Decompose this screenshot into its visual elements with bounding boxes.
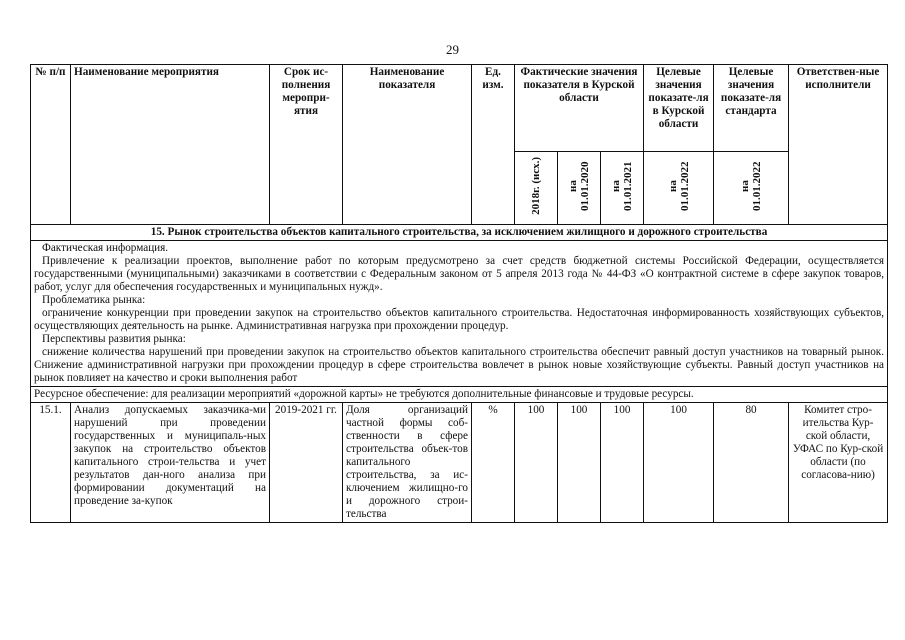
header-num: № п/п	[31, 65, 71, 225]
prospects-text: снижение количества нарушений при проведении закупок на строительство объектов капитального строительства обеспечит равный доступ участников на товарный рынок. Снижение административной нагрузки при прохождении процедур в сфере строительства вовлечет в рынок новые хозяйствующие субъекты. Равный доступ участников на рынок повлияет на качество и сроки выполнения работ	[34, 346, 885, 384]
row-responsible: Комитет стро-ительства Кур-ской области, УФАС по Кур-ской области (по согласова-нию)	[789, 403, 888, 523]
factual-text: Привлечение к реализации проектов, выполнение работ по которым предусмотрено за счет средств бюджетной системы Российской Федерации, осуществляется государственными (муниципальными) заказчиками в соответствии с Федеральным законом от 5 апреля 2013 года № 44-ФЗ «О контрактной системе в сфере закупок товаров, работ, услуг для обеспечения государственных и муниципальных нужд».	[34, 255, 885, 293]
row-value-2022-target: 100	[644, 403, 714, 523]
info-block	[31, 241, 888, 387]
header-col-2021: на 01.01.2021	[601, 152, 644, 225]
page-number: 29	[446, 42, 459, 57]
resources-text: Ресурсное обеспечение: для реализации мероприятий «дорожной карты» не требуются дополнительные финансовые и трудовые ресурсы.	[31, 387, 888, 403]
section-title: 15. Рынок строительства объектов капитального строительства, за исключением жилищного и дорожного строительства	[31, 225, 888, 241]
problems-text: ограничение конкуренции при проведении закупок на строительство объектов капитального строительства. Недостаточная информированность хозяйствующих субъектов, осуществляющих деятельность на рынке. Административная нагрузка при прохождении процедур.	[34, 307, 885, 332]
header-col-2022-standard: на 01.01.2022	[714, 152, 789, 225]
header-col-2020: на 01.01.2020	[558, 152, 601, 225]
header-col-2018: 2018г. (исх.)	[515, 152, 558, 225]
row-indicator: Доля организаций частной формы соб-ственности в сфере строительства объек-тов капитального строительства, за ис-ключением жилищно-го и дорожного строи-тельства	[343, 403, 472, 523]
header-actual-group: Фактические значения показателя в Курской области	[515, 65, 644, 152]
row-value-2020: 100	[558, 403, 601, 523]
info-row	[31, 241, 888, 387]
row-value-2018: 100	[515, 403, 558, 523]
table-row	[31, 403, 888, 523]
header-deadline: Срок ис-полнения меропри-ятия	[270, 65, 343, 225]
header-indicator-name: Наименование показателя	[343, 65, 472, 225]
header-row-1	[31, 65, 888, 152]
row-value-2022-standard: 80	[714, 403, 789, 523]
problems-label: Проблематика рынка:	[42, 294, 146, 306]
prospects-label: Перспективы развития рынка:	[42, 333, 186, 345]
roadmap-table	[30, 64, 888, 523]
row-value-2021: 100	[601, 403, 644, 523]
header-responsible: Ответствен-ные исполнители	[789, 65, 888, 225]
header-target-group: Целевые значения показате-ля в Курской области	[644, 65, 714, 152]
header-standard-group: Целевые значения показате-ля стандарта	[714, 65, 789, 152]
resources-row	[31, 387, 888, 403]
row-num: 15.1.	[31, 403, 71, 523]
factual-label: Фактическая информация.	[42, 242, 169, 254]
header-unit: Ед. изм.	[472, 65, 515, 225]
row-deadline: 2019-2021 гг.	[270, 403, 343, 523]
row-unit: %	[472, 403, 515, 523]
section-row	[31, 225, 888, 241]
row-event: Анализ допускаемых заказчика-ми нарушений при проведении государственных и муниципаль-ных закупок на строительство объектов капитального строи-тельства и учет результатов дан-ного анализа при формировании документаций на проведение за-купок	[71, 403, 270, 523]
header-event-name: Наименование мероприятия	[71, 65, 270, 225]
header-col-2022-target: на 01.01.2022	[644, 152, 714, 225]
